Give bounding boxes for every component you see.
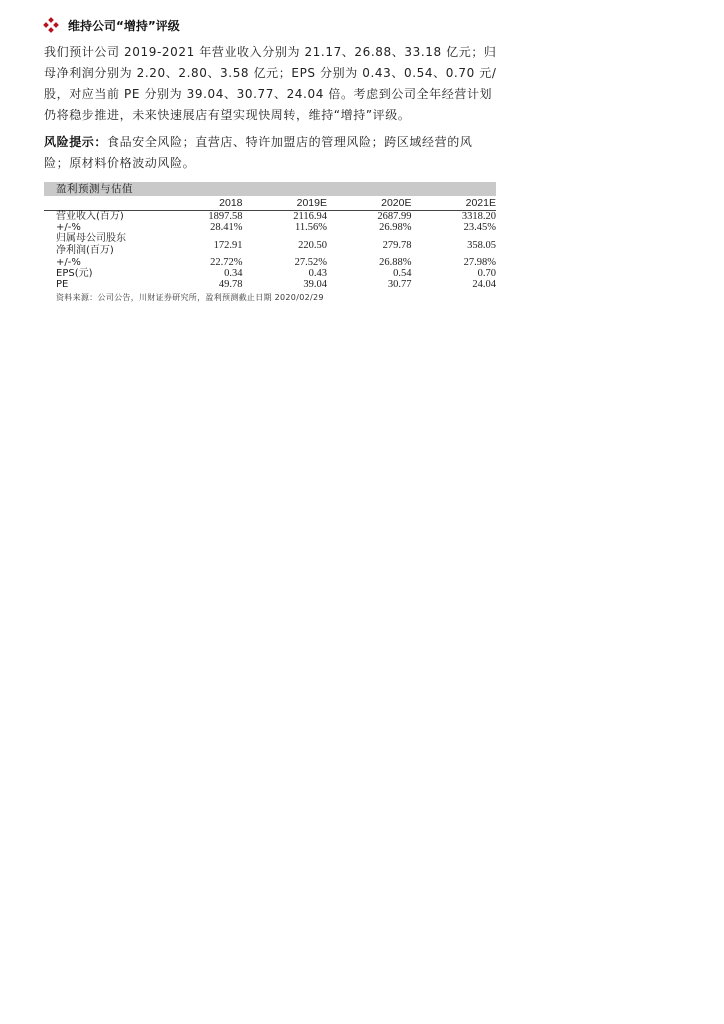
rating-paragraph (44, 42, 500, 126)
report-page (44, 14, 500, 303)
table-cell: 23.45% (463, 222, 496, 233)
table-cell: 49.78 (218, 279, 243, 290)
forecast-table (44, 182, 496, 303)
table-row (44, 279, 496, 290)
risk-label: 风险提示： (44, 135, 108, 149)
row-label (44, 279, 158, 290)
table-body (44, 211, 496, 290)
table-title: 盈利预测与估值 (44, 182, 496, 196)
risk-text-line2: 险；原材料价格波动风险。 (44, 156, 196, 170)
row-label-line: +/-% (56, 257, 81, 268)
row-label-line: 净利润(百万) (56, 245, 114, 256)
row-label-line: 营业收入(百万) (56, 211, 124, 222)
column-header: 2021E (465, 197, 496, 209)
row-label-line: +/-% (56, 222, 81, 233)
table-cell: 2116.94 (293, 211, 327, 222)
column-header: 2020E (381, 197, 412, 209)
table-cell: 22.72% (210, 257, 243, 268)
table-cell: 0.70 (477, 268, 496, 279)
column-header: 2019E (296, 197, 327, 209)
table-cell: 279.78 (382, 239, 412, 251)
row-label (44, 257, 158, 268)
row-label (44, 268, 158, 279)
row-label-line: 归属母公司股东 (56, 233, 126, 244)
risk-text-line1: 食品安全风险；直营店、特许加盟店的管理风险；跨区域经营的风 (107, 135, 473, 149)
table-row (44, 211, 496, 222)
table-row (44, 268, 496, 279)
table-cell: 3318.20 (461, 211, 496, 222)
table-cell: 27.98% (463, 257, 496, 268)
table-cell: 24.04 (472, 279, 496, 290)
table-cell: 2687.99 (377, 211, 412, 222)
table-cell: 39.04 (303, 279, 327, 290)
table-cell: 27.52% (294, 257, 327, 268)
section-title: 维持公司“增持”评级 (68, 18, 180, 33)
paragraph-line: 母净利润分别为 2.20、2.80、3.58 亿元；EPS 分别为 0.43、0.54、0.70 元/ (44, 66, 497, 80)
table-cell: 30.77 (387, 279, 412, 290)
paragraph-line: 股，对应当前 PE 分别为 39.04、30.77、24.04 倍。考虑到公司全年经营计划 (44, 87, 493, 101)
table-cell: 1897.58 (208, 211, 243, 222)
row-label (44, 211, 158, 222)
column-header: 2018 (219, 197, 243, 209)
table-cell: 172.91 (213, 239, 243, 251)
row-label-line: EPS(元) (56, 268, 93, 279)
paragraph-line: 我们预计公司 2019-2021 年营业收入分别为 21.17、26.88、33.18 亿元；归 (44, 45, 497, 59)
table-cell: 358.05 (467, 239, 496, 251)
row-label (44, 222, 158, 233)
header-blank (44, 196, 158, 210)
diamond-bullet-icon (44, 18, 58, 32)
table-row (44, 257, 496, 268)
table-header-row (44, 196, 496, 211)
table-cell: 0.43 (308, 268, 327, 279)
paragraph-line: 仍将稳步推进，未来快速展店有望实现快周转，维持“增持”评级。 (44, 108, 411, 122)
table-cell: 11.56% (295, 222, 327, 233)
table-cell: 220.50 (298, 239, 327, 251)
table-cell: 28.41% (210, 222, 243, 233)
table-row (44, 222, 496, 233)
table-row (44, 233, 496, 257)
risk-warning (44, 132, 500, 174)
table-cell: 26.98% (379, 222, 412, 233)
row-label (44, 233, 158, 257)
section-heading (44, 14, 500, 36)
table-cell: 0.34 (224, 268, 243, 279)
table-cell: 0.54 (393, 268, 412, 279)
table-source-note: 资料来源：公司公告，川财证券研究所，盈利预测截止日期 2020/02/29 (56, 293, 324, 302)
table-cell: 26.88% (379, 257, 412, 268)
row-label-line: PE (56, 279, 69, 290)
